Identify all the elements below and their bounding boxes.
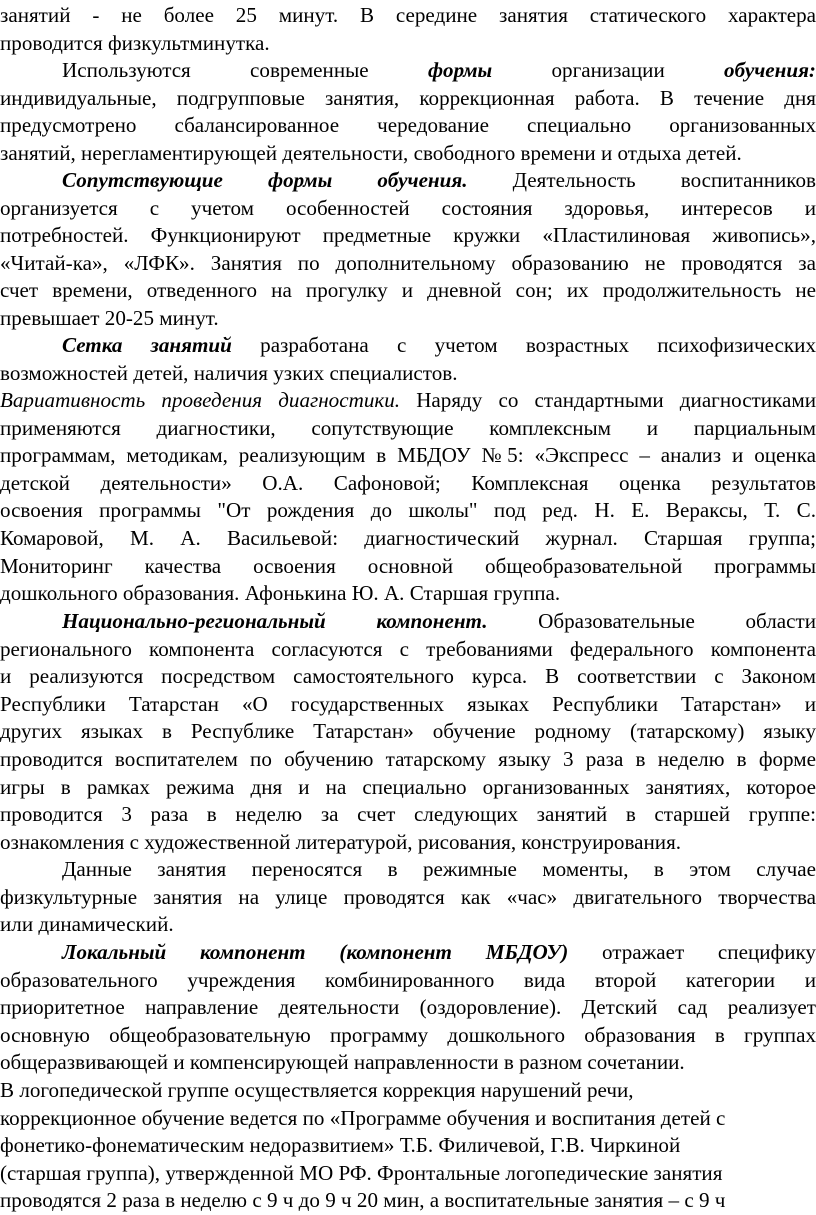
text-line: занятий, нерегламентирующей деятельности, свободного времени и отдыха детей. — [0, 140, 742, 165]
text-line: превышает 20-25 минут. — [0, 305, 219, 330]
text-fragment: Деятельность воспитанников — [512, 168, 816, 192]
text-fragment: Образовательные области — [538, 609, 816, 633]
text-line: проводятся 2 раза в неделю с 9 ч до 9 ч 20 мин, а воспитательные занятия – с 9 ч — [0, 1188, 726, 1213]
text-fragment: отражает специфику — [602, 940, 816, 964]
text-line: проводится воспитателем по обучению татарскому языку 3 раза в неделю в форме — [0, 746, 816, 771]
text-line: проводится 3 раза в неделю за счет следующих занятий в старшей группе: — [0, 802, 816, 827]
text-line: образовательного учреждения комбинированного вида второй категории и — [0, 967, 816, 992]
paragraph-regime-moments — [0, 856, 816, 939]
paragraph-schedule-grid — [0, 332, 816, 387]
paragraph-regional-component — [0, 608, 816, 856]
text-line — [0, 57, 816, 85]
heading-schedule-grid: Сетка занятий — [62, 333, 232, 357]
text-line: применяются диагностики, сопутствующие комплексным и парциальным — [0, 415, 816, 440]
text-line: коррекционное обучение ведется по «Программе обучения и воспитания детей с — [0, 1105, 726, 1130]
text-line — [0, 332, 816, 360]
paragraph-local-component — [0, 939, 816, 1077]
paragraph-forms-of-learning — [0, 57, 816, 167]
text-line: индивидуальные, подгрупповые занятия, коррекционная работа. В течение дня — [0, 85, 816, 110]
text-line: и реализуются посредством самостоятельного курса. В соответствии с Законом — [0, 664, 816, 689]
paragraph-accompanying-forms — [0, 167, 816, 333]
text-line: общеразвивающей и компенсирующей направленности в разном сочетании. — [0, 1050, 685, 1075]
heading-local-component: Локальный компонент (компонент МБДОУ) — [62, 940, 569, 964]
text-line: основную общеобразовательную программу дошкольного образования в группах — [0, 1022, 816, 1047]
text-line — [0, 608, 816, 636]
text-line: Республики Татарстан «О государственных языках Республики Татарстан» и — [0, 691, 816, 716]
text-line: Комаровой, М. А. Васильевой: диагностический журнал. Старшая группа; — [0, 525, 816, 550]
text-fragment: разработана с учетом возрастных психофизических — [260, 333, 816, 357]
text-line: дошкольного образования. Афонькина Ю. А. Старшая группа. — [0, 581, 561, 606]
text-line: игры в рамках режима дня и на специально организованных занятиях, которое — [0, 774, 816, 799]
text-line: ознакомления с художественной литературой, рисования, конструирования. — [0, 829, 682, 854]
text-line: других языках в Республике Татарстан» обучение родному (татарскому) языку — [0, 719, 816, 744]
text-line: потребностей. Функционируют предметные кружки «Пластилиновая живопись», — [0, 223, 816, 248]
heading-diagnostics: Вариативность проведения диагностики. — [0, 388, 401, 412]
text-line: или динамический. — [0, 912, 174, 937]
text-fragment: Наряду со стандартными диагностиками — [416, 388, 816, 412]
emphasis-learning: обучения: — [724, 58, 816, 82]
text-line: проводится физкультминутка. — [0, 30, 270, 55]
text-line: физкультурные занятия на улице проводятся как «час» двигательного творчества — [0, 884, 816, 909]
text-line: приоритетное направление деятельности (оздоровление). Детский сад реализует — [0, 995, 816, 1020]
text-line: возможностей детей, наличия узких специалистов. — [0, 360, 458, 385]
paragraph-diagnostics — [0, 387, 816, 608]
text-line: Данные занятия переносятся в режимные моменты, в этом случае — [62, 857, 816, 881]
text-line: «Читай-ка», «ЛФК». Занятия по дополнительному образованию не проводятся за — [0, 250, 816, 275]
text-fragment: Используются современные — [62, 58, 369, 82]
heading-accompanying-forms: Сопутствующие формы обучения. — [62, 168, 468, 192]
text-line: (старшая группа), утвержденной МО РФ. Фронтальные логопедические занятия — [0, 1160, 723, 1185]
text-fragment: организации — [551, 58, 665, 82]
heading-regional-component: Национально-региональный компонент. — [62, 609, 488, 633]
text-line — [0, 167, 816, 195]
text-line: детской деятельности» О.А. Сафоновой; Комплексная оценка результатов — [0, 470, 816, 495]
text-line: счет времени, отведенного на прогулку и дневной сон; их продолжительность не — [0, 278, 816, 303]
text-line — [0, 387, 816, 415]
text-line: освоения программы "От рождения до школы" под ред. Н. Е. Вераксы, Т. С. — [0, 498, 816, 523]
text-line: программам, методикам, реализующим в МБДОУ №5: «Экспресс – анализ и оценка — [0, 443, 816, 468]
text-line: Мониторинг качества освоения основной общеобразовательной программы — [0, 553, 816, 578]
text-line: организуется с учетом особенностей состояния здоровья, интересов и — [0, 195, 816, 220]
text-line — [0, 939, 816, 967]
text-line: В логопедической группе осуществляется коррекция нарушений речи, — [0, 1078, 634, 1102]
paragraph-lesson-duration — [0, 2, 816, 57]
text-line: занятий - не более 25 минут. В середине занятия статического характера — [0, 3, 816, 27]
paragraph-speech-therapy — [0, 1077, 816, 1215]
emphasis-forms: формы — [427, 58, 493, 82]
text-line: предусмотрено сбалансированное чередование специально организованных — [0, 113, 816, 138]
text-line: фонетико-фонематическим недоразвитием» Т.Б. Филичевой, Г.В. Чиркиной — [0, 1133, 681, 1158]
text-line: регионального компонента согласуются с требованиями федерального компонента — [0, 636, 816, 661]
